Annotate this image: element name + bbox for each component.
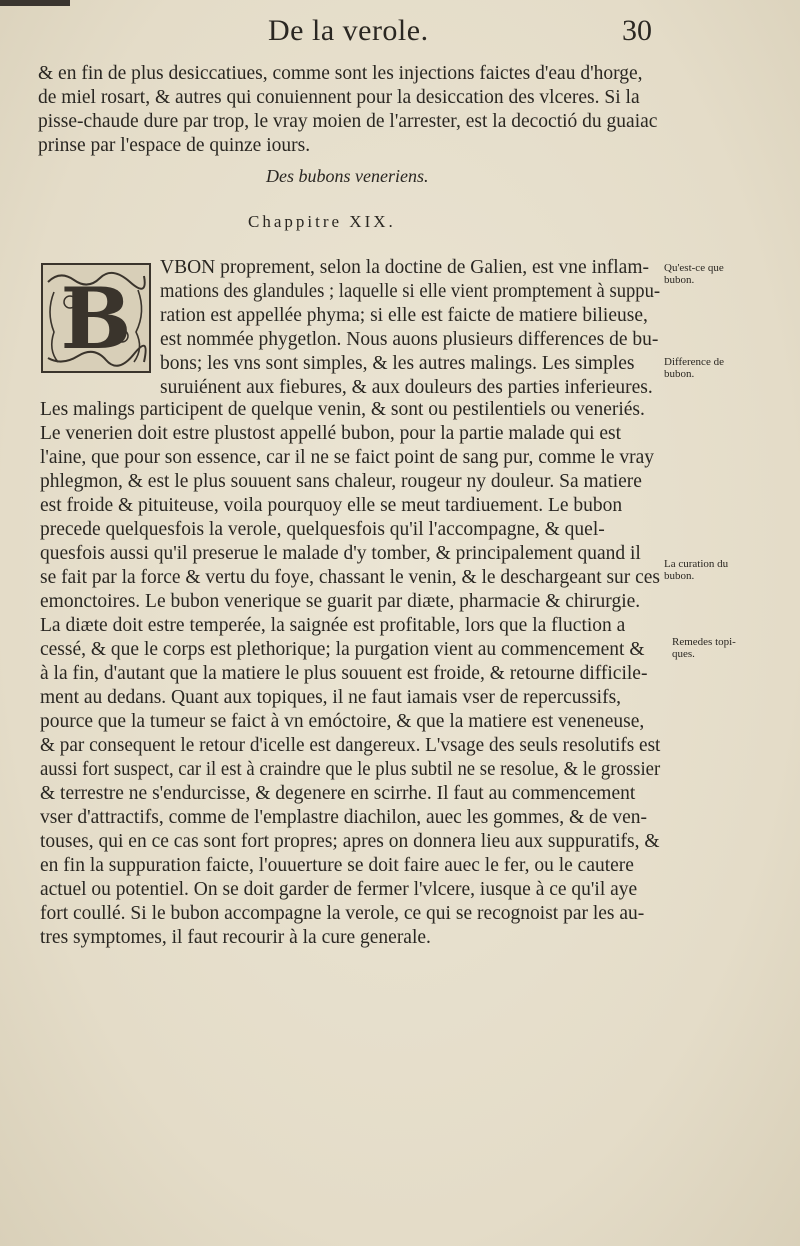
margin-note-line: bubon. xyxy=(664,274,695,286)
text-line: tres symptomes, il faut recourir à la cure generale. xyxy=(40,927,431,948)
margin-note xyxy=(672,636,736,660)
text-line: l'aine, que pour son essence, car il ne se faict point de sang pur, comme le vray xyxy=(40,447,655,468)
margin-note-line: ques. xyxy=(672,648,695,660)
text-line: en fin la suppuration faicte, l'ouuerture se doit faire auec le fer, ou le cautere xyxy=(40,855,634,876)
text-line: ration est appellée phyma; si elle est faicte de matiere bilieuse, xyxy=(160,305,648,326)
margin-note-line: Difference de xyxy=(664,356,724,368)
text-line: bons; les vns sont simples, & les autres malings. Les simples xyxy=(160,353,635,374)
text-line: La diæte doit estre temperée, la saignée est profitable, lors que la fluction a xyxy=(40,615,626,636)
margin-note-line: La curation du xyxy=(664,558,729,570)
text-line: fort coullé. Si le bubon accompagne la verole, ce qui se recognoist par les au- xyxy=(40,903,645,924)
margin-note-line: bubon. xyxy=(664,570,695,582)
text-line: vser d'attractifs, comme de l'emplastre diachilon, auec les gommes, & de ven- xyxy=(40,807,647,828)
text-line: est nommée phygetlon. Nous auons plusieurs differences de bu- xyxy=(160,329,659,350)
margin-note xyxy=(664,558,728,582)
text-line: est froide & pituiteuse, voila pourquoy elle se meut tardiuement. Le bubon xyxy=(40,495,623,516)
text-line: mations des glandules ; laquelle si elle vient promptement à suppu- xyxy=(160,281,661,302)
svg-text:B: B xyxy=(60,269,132,368)
text-line: precede quelquesfois la verole, quelquesfois qu'il l'accompagne, & quel- xyxy=(40,519,605,540)
top-edge-mark xyxy=(0,0,70,6)
margin-note-line: Qu'est-ce que xyxy=(664,262,724,274)
margin-note-line: bubon. xyxy=(664,368,695,380)
margin-note xyxy=(664,262,724,286)
text-line: VBON proprement, selon la doctine de Galien, est vne inflam- xyxy=(160,257,649,278)
text-line: prinse par l'espace de quinze iours. xyxy=(38,135,311,156)
text-line: Le venerien doit estre plustost appellé bubon, pour la partie malade qui est xyxy=(40,423,622,444)
text-line: cessé, & que le corps est plethorique; la purgation vient au commencement & xyxy=(40,639,645,660)
text-line: & en fin de plus desiccatiues, comme sont les injections faictes d'eau d'horge, xyxy=(38,63,643,84)
text-line: touses, qui en ce cas sont fort propres; apres on donnera lieu aux suppuratifs, & xyxy=(40,831,660,852)
chapter-title: Chappitre XIX. xyxy=(248,212,396,231)
section-title: Des bubons veneriens. xyxy=(266,166,429,186)
text-line: de miel rosart, & autres qui conuiennent pour la desiccation des vlceres. Si la xyxy=(38,87,640,108)
margin-note-line: Remedes topi- xyxy=(672,636,736,648)
decorated-initial-letter xyxy=(40,262,152,374)
text-line: phlegmon, & est le plus souuent sans chaleur, rougeur ny douleur. Sa matiere xyxy=(40,471,642,492)
text-line: & terrestre ne s'endurcisse, & degenere en scirrhe. Il faut au commencement xyxy=(40,783,636,804)
text-line: suruiénent aux fiebures, & aux douleurs des parties inferieures. xyxy=(160,377,653,398)
text-line: pisse-chaude dure par trop, le vray moien de l'arrester, est la decoctió du guaiac xyxy=(38,111,658,132)
text-line: pource que la tumeur se faict à vn emóctoire, & que la matiere est veneneuse, xyxy=(40,711,645,732)
page-number: 30 xyxy=(622,14,652,47)
text-line: & par consequent le retour d'icelle est dangereux. L'vsage des seuls resolutifs est xyxy=(40,735,661,756)
text-line: Les malings participent de quelque venin, & sont ou pestilentiels ou veneriés. xyxy=(40,399,645,420)
text-line: aussi fort suspect, car il est à craindre que le plus subtil ne se resolue, & le grossier xyxy=(40,759,661,780)
running-head: De la verole. xyxy=(268,14,429,47)
text-line: quesfois aussi qu'il preserue le malade d'y tomber, & principalement quand il xyxy=(40,543,641,564)
text-line: se fait par la force & vertu du foye, chassant le venin, & le deschargeant sur ces xyxy=(40,567,660,588)
text-line: actuel ou potentiel. On se doit garder de fermer l'vlcere, iusque à ce qu'il aye xyxy=(40,879,638,900)
text-line: à la fin, d'autant que la matiere le plus souuent est froide, & retourne difficile- xyxy=(40,663,648,684)
text-line: ment au dedans. Quant aux topiques, il ne faut iamais vser de repercussifs, xyxy=(40,687,622,708)
text-line: emonctoires. Le bubon venerique se guarit par diæte, pharmacie & chirurgie. xyxy=(40,591,641,612)
margin-note xyxy=(664,356,724,380)
